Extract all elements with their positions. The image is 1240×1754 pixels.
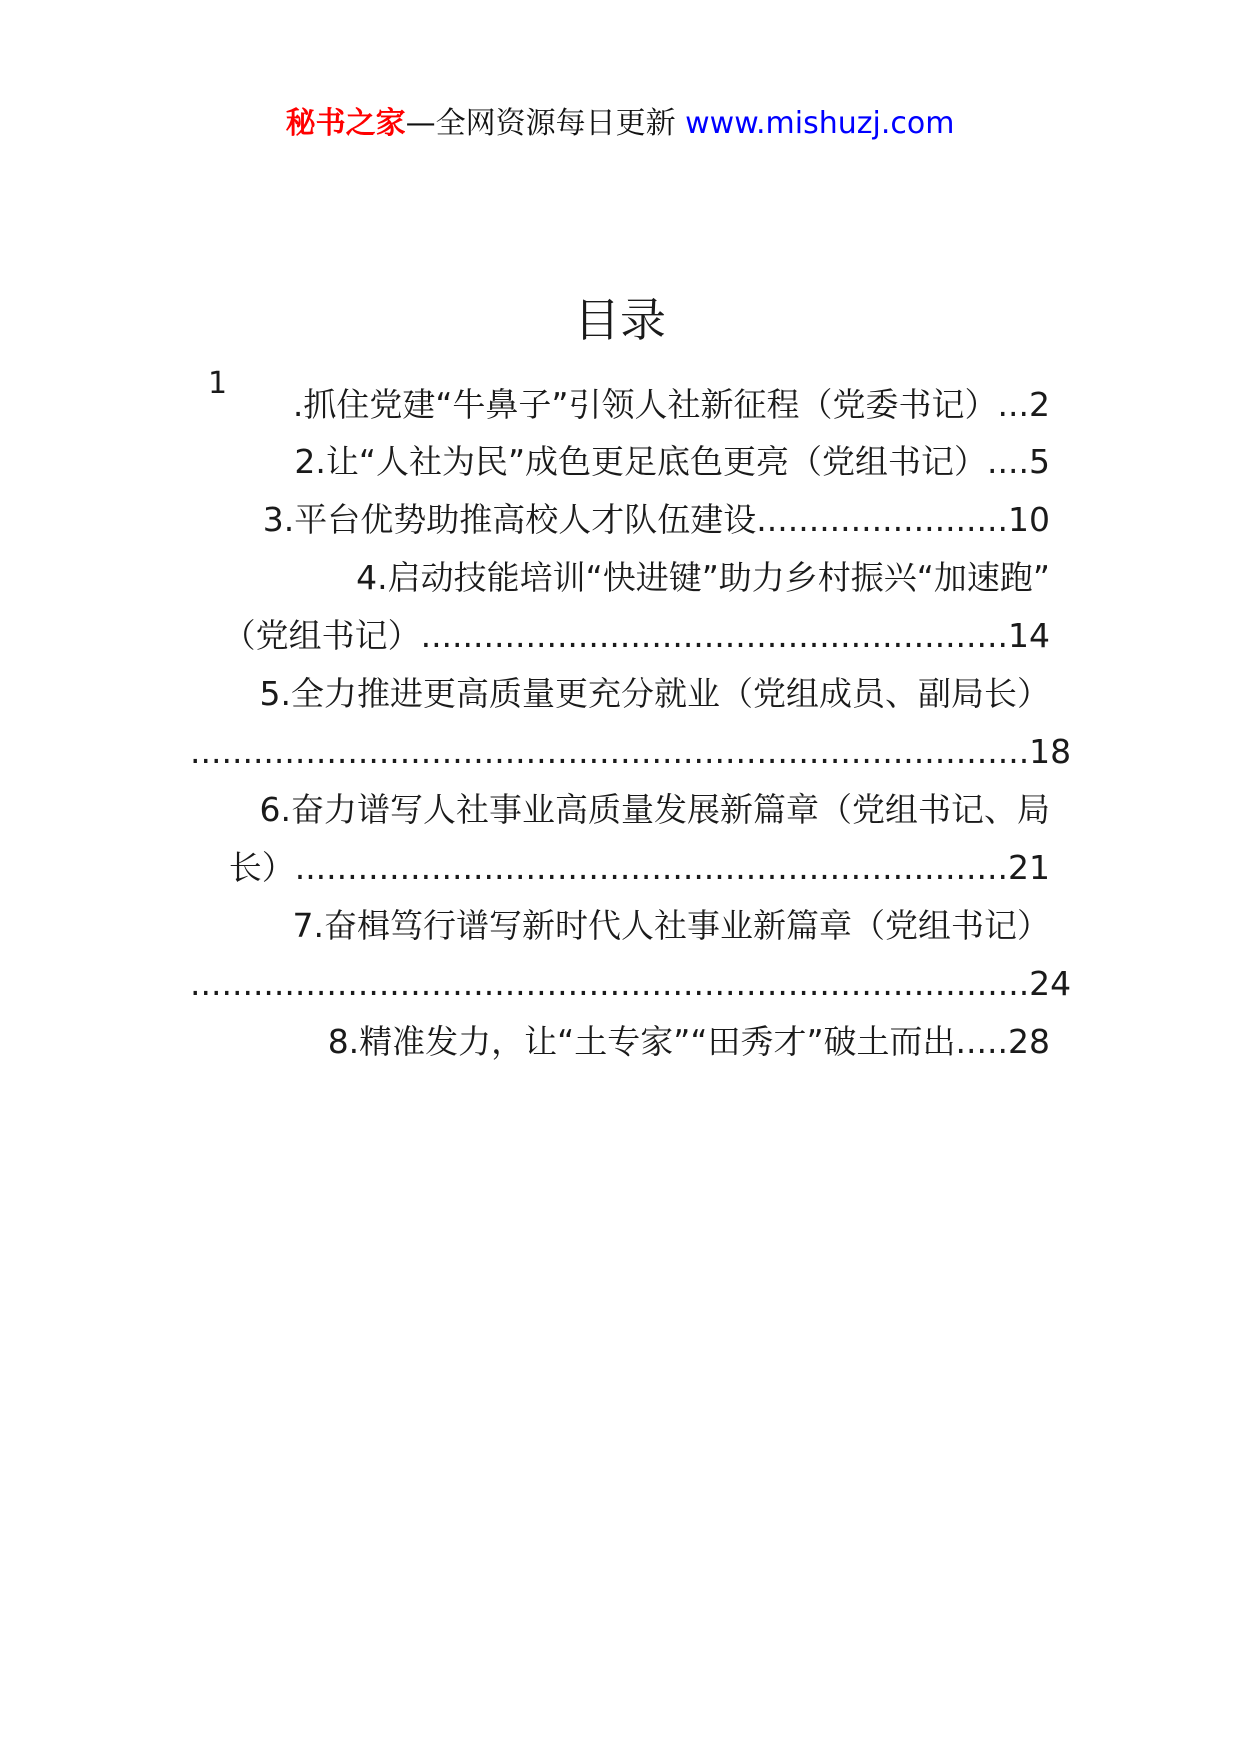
page-title: 目录	[574, 293, 666, 347]
toc-entry-6[interactable]: 6.奋力谱写人社事业高质量发展新篇章（党组书记、局	[259, 790, 1050, 829]
site-header	[0, 104, 1240, 144]
page-number: 1	[208, 366, 228, 401]
toc-entry-6-continued[interactable]: 长）....................................................................21	[228, 848, 1050, 887]
toc-entry-1[interactable]: .抓住党建“牛鼻子”引领人社新征程（党委书记）...2	[292, 385, 1050, 424]
toc-entry-5-continued[interactable]: ................................................................................18	[190, 732, 1072, 771]
header-tagline: —全网资源每日更新	[405, 106, 676, 141]
toc-entry-7[interactable]: 7.奋楫笃行谱写新时代人社事业新篇章（党组书记）	[292, 906, 1050, 945]
toc-entry-8[interactable]: 8.精准发力，让“土专家”“田秀才”破土而出.....28	[327, 1022, 1050, 1061]
brand-name: 秘书之家	[285, 106, 406, 141]
toc-entry-2[interactable]: 2.让“人社为民”成色更足底色更亮（党组书记）....5	[294, 442, 1050, 481]
toc-entry-5[interactable]: 5.全力推进更高质量更充分就业（党组成员、副局长）	[259, 674, 1050, 713]
toc-entry-4[interactable]: 4.启动技能培训“快进键”助力乡村振兴“加速跑”	[356, 558, 1050, 597]
toc-entry-7-continued[interactable]: ................................................................................24	[190, 964, 1072, 1003]
toc-entry-3[interactable]: 3.平台优势助推高校人才队伍建设........................10	[262, 500, 1050, 539]
toc-entry-4-continued[interactable]: （党组书记）........................................................14	[222, 616, 1050, 655]
site-url-link[interactable]: www.mishuzj.com	[685, 106, 955, 141]
